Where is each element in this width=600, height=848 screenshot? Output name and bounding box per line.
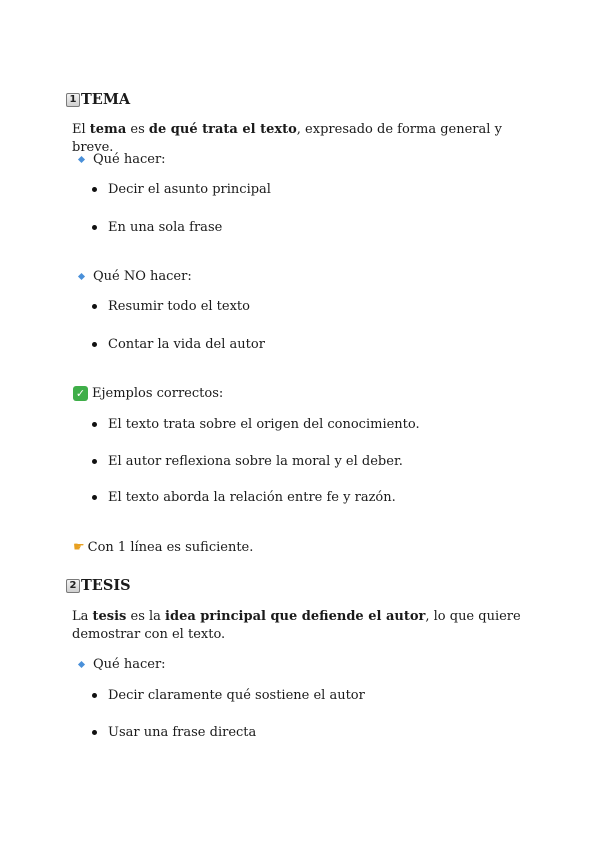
section-title: TESIS: [81, 577, 131, 594]
list-item: [92, 182, 271, 197]
bullet-icon: [92, 495, 97, 500]
list-item-text: Usar una frase directa: [108, 725, 257, 740]
bullet-icon: [92, 693, 97, 698]
check-mark-icon: ✓: [73, 386, 88, 401]
subheading-label: Qué hacer:: [93, 152, 166, 167]
section-heading-tema: [66, 91, 130, 108]
subheading-examples: [73, 386, 223, 401]
small-blue-diamond-icon: [78, 273, 85, 280]
subheading-label: Qué hacer:: [93, 657, 166, 672]
list-item-text: Contar la vida del autor: [108, 337, 265, 352]
subheading-do: [76, 152, 166, 167]
list-item-text: Decir claramente qué sostiene el autor: [108, 688, 365, 703]
list-item-text: El texto trata sobre el origen del conocimiento.: [108, 417, 420, 432]
keycap-2-icon: 2: [66, 579, 80, 593]
text-fragment: El: [72, 122, 90, 137]
term-bold: tema: [89, 122, 127, 137]
list-item-text: El autor reflexiona sobre la moral y el deber.: [108, 454, 403, 469]
bullet-icon: [92, 422, 97, 427]
list-item: [92, 337, 265, 352]
subheading-label: Qué NO hacer:: [93, 269, 192, 284]
list-item: [92, 220, 222, 235]
bullet-icon: [92, 730, 97, 735]
subheading-dont: [76, 269, 192, 284]
list-item-text: El texto aborda la relación entre fe y razón.: [108, 490, 396, 505]
text-fragment: , expresado de forma general y breve.: [72, 122, 502, 155]
tesis-definition: [72, 608, 522, 644]
small-blue-diamond-icon: [78, 661, 85, 668]
text-fragment: , lo que quiere demostrar con el texto.: [72, 609, 521, 642]
text-fragment: La: [72, 609, 93, 624]
subheading-label: Ejemplos correctos:: [92, 386, 224, 401]
keycap-1-icon: 1: [66, 93, 80, 107]
list-item: [92, 299, 250, 314]
text-fragment: es la: [126, 609, 166, 624]
pointing-hand-icon: ☛: [73, 540, 85, 555]
small-blue-diamond-icon: [78, 156, 85, 163]
bullet-icon: [92, 225, 97, 230]
list-item-text: Decir el asunto principal: [108, 182, 271, 197]
list-item: [92, 417, 420, 432]
term-bold: tesis: [92, 609, 127, 624]
bullet-icon: [92, 342, 97, 347]
definition-bold: idea principal que defiende el autor: [165, 609, 426, 624]
list-item-text: En una sola frase: [108, 220, 223, 235]
bullet-icon: [92, 459, 97, 464]
note: [73, 540, 253, 555]
list-item-text: Resumir todo el texto: [108, 299, 250, 314]
list-item: [92, 454, 403, 469]
definition-bold: de qué trata el texto: [148, 122, 297, 137]
note-text: Con 1 línea es suficiente.: [87, 540, 254, 555]
section-heading-tesis: [66, 577, 131, 594]
list-item: [92, 688, 365, 703]
list-item: [92, 490, 396, 505]
list-item: [92, 725, 256, 740]
section-title: TEMA: [81, 91, 131, 108]
bullet-icon: [92, 187, 97, 192]
text-fragment: es: [126, 122, 149, 137]
bullet-icon: [92, 304, 97, 309]
subheading-do: [76, 657, 166, 672]
